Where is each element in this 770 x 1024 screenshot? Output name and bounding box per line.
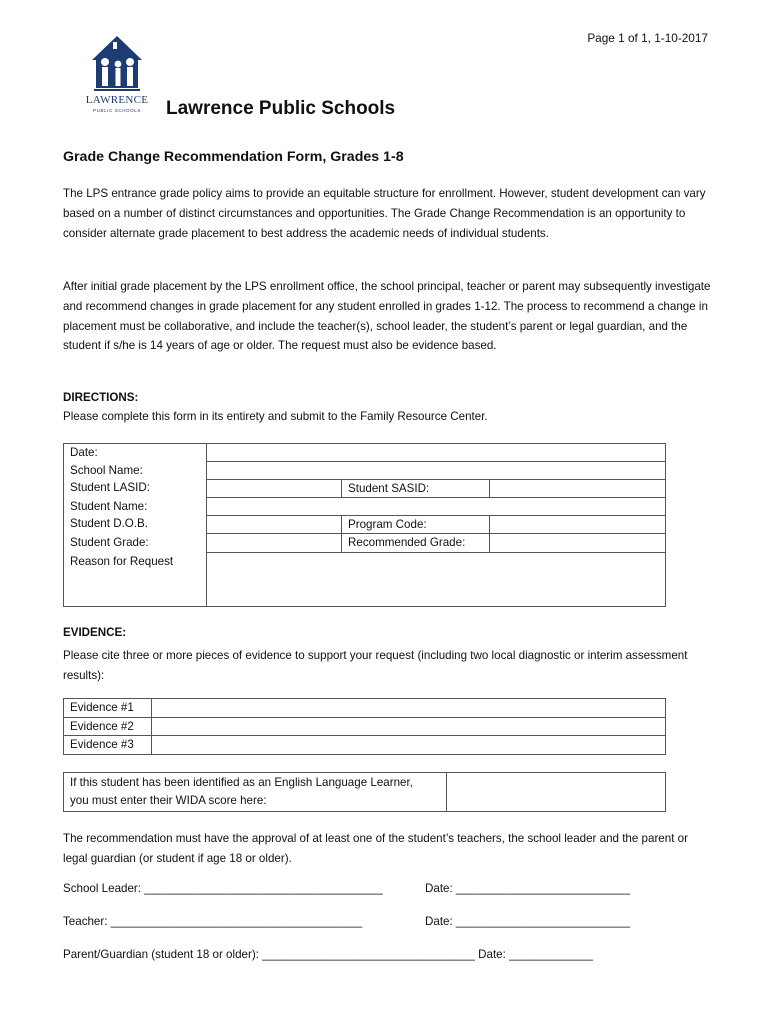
evidence-2-field[interactable] xyxy=(152,717,666,736)
evidence-3-field[interactable] xyxy=(152,736,666,755)
page-number: Page 1 of 1, 1-10-2017 xyxy=(587,31,708,45)
student-sasid-field[interactable] xyxy=(490,479,666,498)
reason-label: Reason for Request xyxy=(64,553,207,607)
org-name: Lawrence Public Schools xyxy=(166,98,396,119)
evidence-text: Please cite three or more pieces of evidence to support your request (including two local diagnostic or interim assessment results): xyxy=(63,649,688,682)
teacher-date-line[interactable]: Date: ___________________________ xyxy=(425,915,631,928)
recommended-grade-field[interactable] xyxy=(490,534,666,553)
student-name-label: Student Name: xyxy=(64,498,207,516)
directions-heading: DIRECTIONS: xyxy=(63,391,139,404)
school-name-label: School Name: xyxy=(64,462,207,480)
evidence-2-label: Evidence #2 xyxy=(64,717,152,736)
evidence-1-label: Evidence #1 xyxy=(64,699,152,718)
ell-label-line-2: you must enter their WIDA score here: xyxy=(70,793,267,807)
program-code-field[interactable] xyxy=(490,515,666,534)
logo-wordmark: LAWRENCE xyxy=(85,94,149,106)
teacher-signature-line[interactable]: Teacher: _______________________________________ xyxy=(63,915,363,928)
approval-text: The recommendation must have the approval of at least one of the student’s teachers, the school leader and the parent or legal guardian (or student if age 18 or older). xyxy=(63,832,688,865)
intro-paragraph: The LPS entrance grade policy aims to provide an equitable structure for enrollment. However, student development can vary based on a number of distinct circumstances and opportunities. The Grade Change Recommendation is an opportunity to consider alternate grade placement to best address the academic needs of individual students. xyxy=(63,187,706,240)
logo-subtext: PUBLIC SCHOOLS xyxy=(93,108,141,113)
program-code-label: Program Code: xyxy=(342,515,490,534)
wida-score-field[interactable] xyxy=(447,773,666,812)
directions-text: Please complete this form in its entirety and submit to the Family Resource Center. xyxy=(63,410,488,423)
date-field[interactable] xyxy=(207,444,666,462)
lawrence-logo xyxy=(80,34,154,118)
student-lasid-label: Student LASID: xyxy=(64,479,207,498)
ell-label xyxy=(64,773,447,812)
reason-field[interactable] xyxy=(207,553,666,607)
student-dob-field[interactable] xyxy=(207,515,342,534)
recommended-grade-label: Recommended Grade: xyxy=(342,534,490,553)
student-sasid-label: Student SASID: xyxy=(342,479,490,498)
evidence-table xyxy=(63,698,666,755)
school-leader-signature-line[interactable]: School Leader: _____________________________________ xyxy=(63,882,383,895)
evidence-3-label: Evidence #3 xyxy=(64,736,152,755)
process-paragraph: After initial grade placement by the LPS enrollment office, the school principal, teacher or parent may subsequently investigate and recommend changes in grade placement for any student enrolled in grades 1-12. The process to recommend a change in placement must be collaborative, and include the teacher(s), school leader, the student’s parent or legal guardian, and the student if s/he is 14 years of age or older. The request must also be evidence based. xyxy=(63,280,711,353)
evidence-heading: EVIDENCE: xyxy=(63,626,127,639)
parent-signature-line[interactable]: Parent/Guardian (student 18 or older): _________________________________ Date: _____________ xyxy=(63,948,593,961)
student-lasid-field[interactable] xyxy=(207,479,342,498)
school-name-field[interactable] xyxy=(207,462,666,480)
student-name-field[interactable] xyxy=(207,498,666,516)
date-label: Date: xyxy=(64,444,207,462)
student-info-table xyxy=(63,443,666,607)
form-title: Grade Change Recommendation Form, Grades 1-8 xyxy=(63,149,404,165)
student-grade-label: Student Grade: xyxy=(64,534,207,553)
student-grade-field[interactable] xyxy=(207,534,342,553)
ell-table xyxy=(63,772,666,812)
evidence-1-field[interactable] xyxy=(152,699,666,718)
school-leader-date-line[interactable]: Date: ___________________________ xyxy=(425,882,631,895)
ell-label-line-1: If this student has been identified as an English Language Learner, xyxy=(70,776,413,789)
student-dob-label: Student D.O.B. xyxy=(64,515,207,534)
